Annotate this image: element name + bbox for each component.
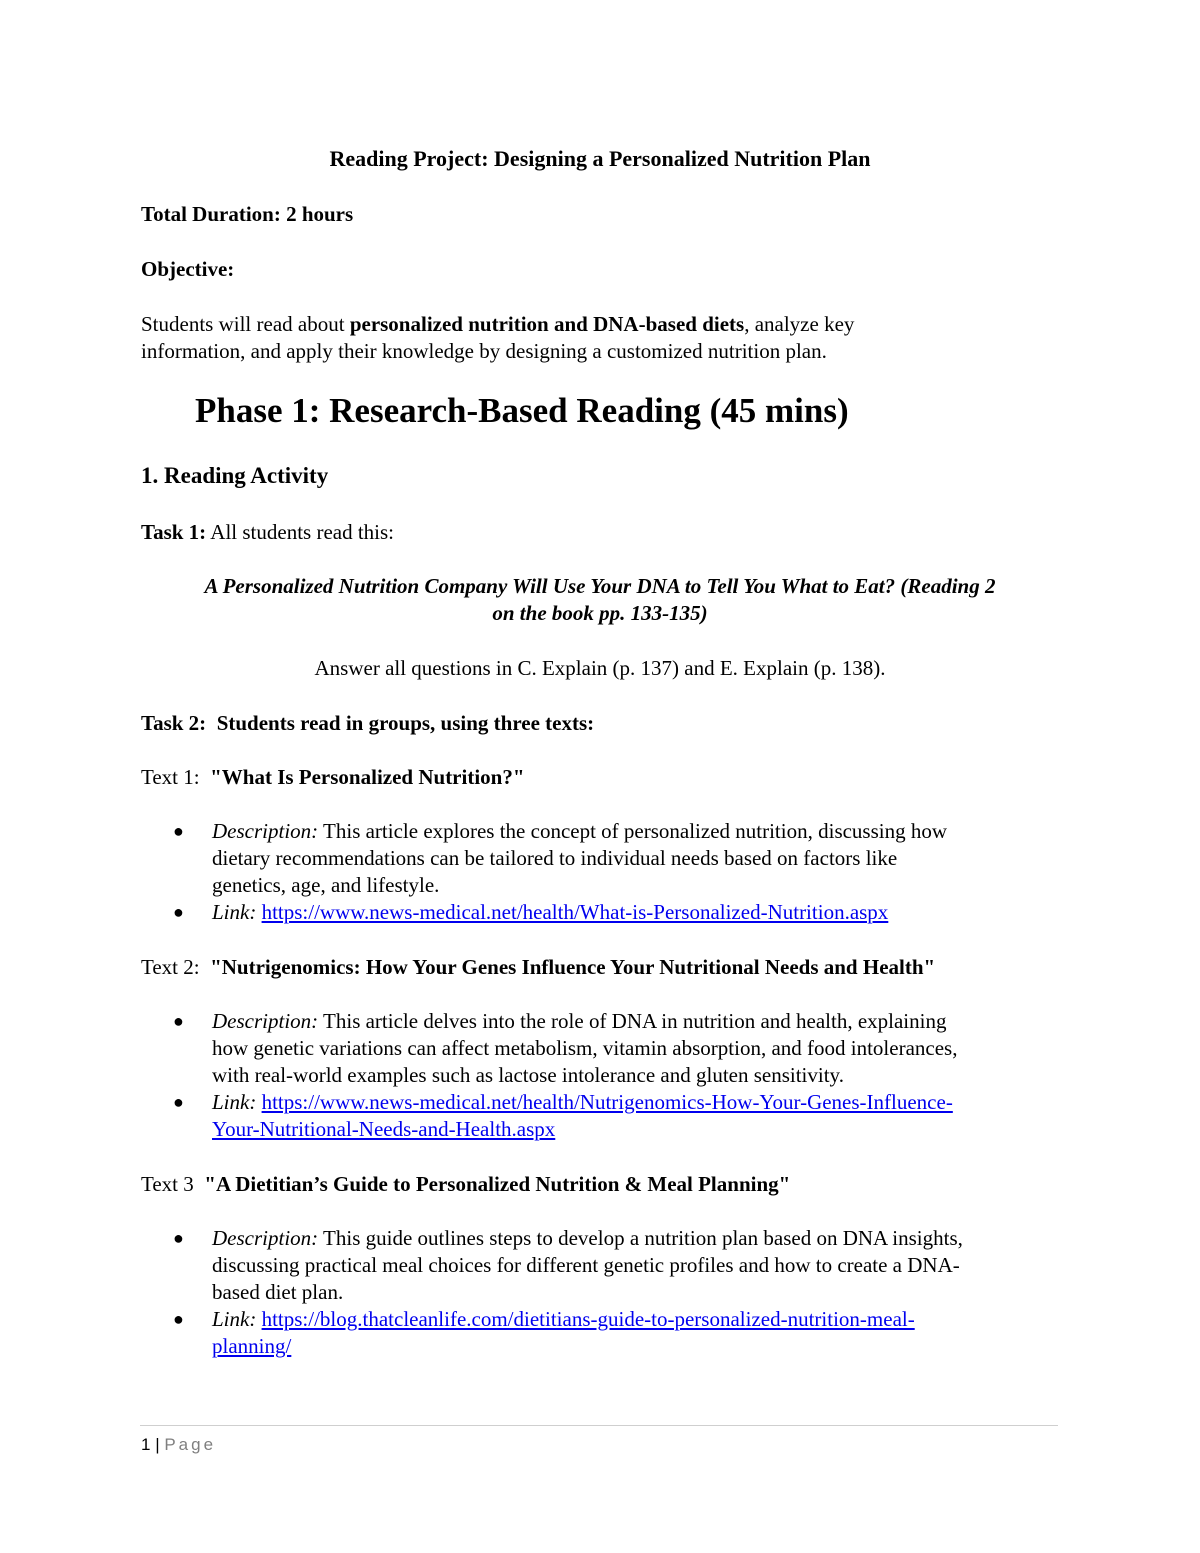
text1-description-line-2: dietary recommendations can be tailored to individual needs based on factors like (212, 846, 898, 870)
text3-link-line-1 (212, 1306, 915, 1333)
bullet-icon: ● (173, 1092, 184, 1112)
text3-heading (141, 1171, 790, 1198)
bullet-icon: ● (173, 1011, 184, 1031)
bullet-icon: ● (173, 821, 184, 841)
text2-title: "Nutrigenomics: How Your Genes Influence Your Nutritional Needs and Health" (210, 955, 936, 979)
page-number: 1 (141, 1435, 151, 1454)
bullet-icon: ● (173, 1309, 184, 1329)
text3-description-line-3: based diet plan. (212, 1280, 344, 1304)
text1-description-line-1 (212, 818, 947, 845)
objective-pre: Students will read about (141, 312, 350, 336)
text1-desc-text: This article explores the concept of personalized nutrition, discussing how (318, 819, 948, 843)
text2-link-line-2 (212, 1116, 555, 1143)
text3-prefix: Text 3 (141, 1172, 205, 1196)
duration-value: 2 hours (286, 202, 354, 226)
text2-description-line-3: with real-world examples such as lactose intolerance and gluten sensitivity. (212, 1063, 844, 1087)
text2-description-line-2: how genetic variations can affect metabolism, vitamin absorption, and food intolerances, (212, 1036, 958, 1060)
text2-desc-label: Description: (212, 1009, 319, 1033)
task2-label: Task 2: (141, 711, 207, 735)
text3-link-cont[interactable]: planning/ (212, 1334, 292, 1358)
text1-link-line (212, 899, 888, 926)
task1-line (141, 519, 394, 546)
task1-text: All students read this: (206, 520, 395, 544)
page-title: Reading Project: Designing a Personalized Nutrition Plan (329, 146, 871, 171)
footer-separator: | (150, 1435, 165, 1454)
text2-link-cont[interactable]: Your-Nutritional-Needs-and-Health.aspx (212, 1117, 556, 1141)
text2-desc-text: This article delves into the role of DNA in nutrition and health, explaining (318, 1009, 947, 1033)
footer-page-label: Page (164, 1435, 217, 1454)
text3-link-label: Link: (212, 1307, 257, 1331)
text2-link-label: Link: (212, 1090, 257, 1114)
objective-line-1 (141, 311, 854, 338)
book-title-line-1: A Personalized Nutrition Company Will Use Your DNA to Tell You What to Eat? (Reading 2 (204, 574, 996, 598)
text3-link-line-2 (212, 1333, 291, 1360)
objective-post: , analyze key (744, 312, 855, 336)
section1-heading: 1. Reading Activity (141, 463, 329, 488)
text2-link[interactable]: https://www.news-medical.net/health/Nutrigenomics-How-Your-Genes-Influence- (261, 1090, 953, 1114)
objective-label: Objective: (141, 257, 235, 281)
text1-prefix: Text 1: (141, 765, 211, 789)
bullet-icon: ● (173, 1228, 184, 1248)
task1-label: Task 1: (141, 520, 207, 544)
text2-link-line-1 (212, 1089, 953, 1116)
book-title-line-2: on the book pp. 133-135) (492, 601, 708, 625)
text1-title: "What Is Personalized Nutrition?" (210, 765, 525, 789)
text2-description-line-1 (212, 1008, 946, 1035)
task1-instruction: Answer all questions in C. Explain (p. 137) and E. Explain (p. 138). (314, 656, 886, 680)
objective-line-2: information, and apply their knowledge by designing a customized nutrition plan. (141, 339, 827, 363)
text1-link-label: Link: (212, 900, 257, 924)
objective-bold: personalized nutrition and DNA-based diets (349, 312, 745, 336)
text3-link[interactable]: https://blog.thatcleanlife.com/dietitians-guide-to-personalized-nutrition-meal- (261, 1307, 915, 1331)
page-footer (141, 1433, 216, 1457)
text3-description-line-1 (212, 1225, 963, 1252)
text1-desc-label: Description: (212, 819, 319, 843)
footer-divider (140, 1425, 1058, 1426)
text3-title: "A Dietitian’s Guide to Personalized Nutrition & Meal Planning" (204, 1172, 791, 1196)
duration-label: Total Duration: (141, 202, 281, 226)
phase1-heading: Phase 1: Research-Based Reading (45 mins) (195, 391, 849, 430)
text1-heading (141, 764, 525, 791)
text3-desc-label: Description: (212, 1226, 319, 1250)
bullet-icon: ● (173, 902, 184, 922)
text3-desc-text: This guide outlines steps to develop a nutrition plan based on DNA insights, (318, 1226, 963, 1250)
task2-text: Students read in groups, using three texts: (206, 711, 595, 735)
task2-line (141, 710, 594, 737)
duration-line (141, 201, 353, 228)
text1-link[interactable]: https://www.news-medical.net/health/What-is-Personalized-Nutrition.aspx (261, 900, 889, 924)
text1-description-line-3: genetics, age, and lifestyle. (212, 873, 440, 897)
text2-heading (141, 954, 935, 981)
text3-description-line-2: discussing practical meal choices for different genetic profiles and how to create a DNA- (212, 1253, 960, 1277)
text2-prefix: Text 2: (141, 955, 211, 979)
